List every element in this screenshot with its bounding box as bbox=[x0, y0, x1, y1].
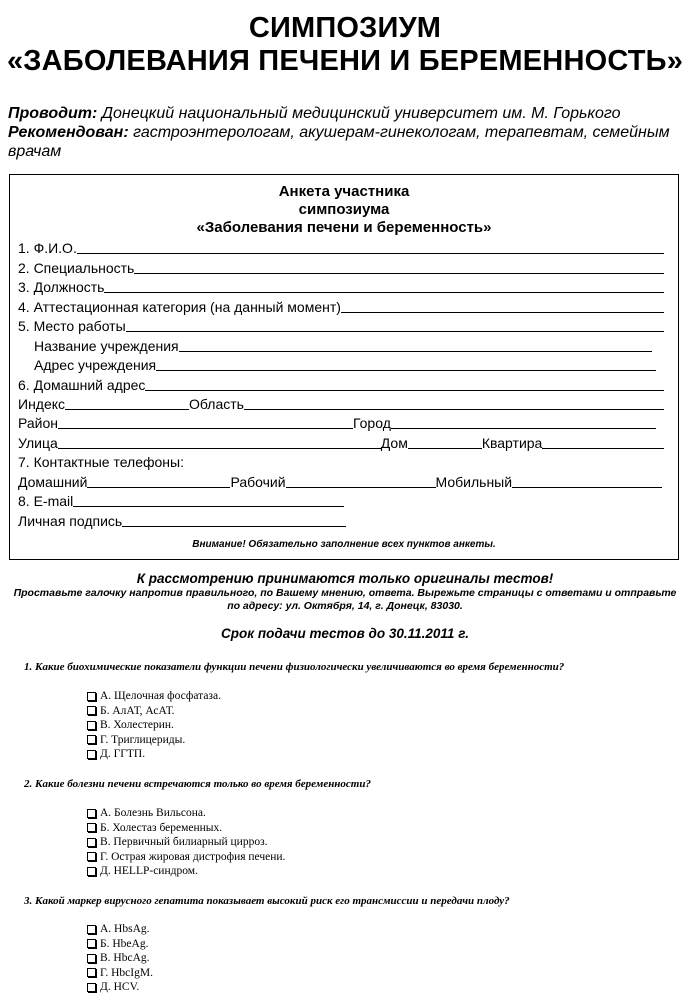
apartment-input-line[interactable] bbox=[542, 435, 664, 449]
field-label: Личная подпись bbox=[18, 513, 123, 529]
instructions-line-2: по адресу: ул. Октября, 14, г. Донецк, 83030. bbox=[227, 600, 463, 612]
field-district-city bbox=[18, 413, 656, 431]
option-label: Г. Триглицериды. bbox=[100, 733, 186, 746]
intro-block bbox=[8, 104, 678, 161]
originals-notice: К рассмотрению принимаются только оригиналы тестов! bbox=[136, 571, 554, 586]
checkbox-icon[interactable] bbox=[87, 852, 96, 861]
option-label: Г. Острая жировая дистрофия печени. bbox=[100, 850, 286, 863]
city-label: Город bbox=[353, 415, 391, 431]
field-workplace bbox=[18, 316, 664, 334]
house-label: Дом bbox=[380, 435, 408, 451]
checkbox-icon[interactable] bbox=[87, 838, 96, 847]
signature-input-line[interactable] bbox=[122, 513, 346, 527]
recommended-text: гастроэнтерологам, акушерам-гинекологам, терапевтам, семейным врачам bbox=[8, 124, 670, 160]
home-phone-input-line[interactable] bbox=[87, 474, 230, 488]
home-address-input-line[interactable] bbox=[145, 377, 664, 391]
answer-option[interactable] bbox=[87, 850, 285, 865]
region-input-line[interactable] bbox=[244, 396, 664, 410]
field-email bbox=[18, 491, 344, 509]
index-label: Индекс bbox=[18, 396, 66, 412]
option-label: Б. АлАТ, АсАТ. bbox=[100, 704, 175, 717]
fio-input-line[interactable] bbox=[77, 240, 664, 254]
option-label: Д. HELLP-синдром. bbox=[100, 865, 198, 877]
instructions-line-1: Проставьте галочку напротив правильного, по Вашему мнению, ответа. Вырежьте страницы с ответами и отправьте bbox=[13, 587, 677, 599]
email-input-line[interactable] bbox=[73, 493, 344, 507]
mobile-phone-label: Мобильный bbox=[435, 474, 513, 490]
recommended-label: Рекомендован: bbox=[8, 124, 129, 141]
checkbox-icon[interactable] bbox=[87, 939, 96, 948]
field-fio bbox=[18, 238, 664, 256]
answer-option[interactable] bbox=[87, 821, 285, 836]
district-input-line[interactable] bbox=[58, 415, 353, 429]
street-label: Улица bbox=[18, 435, 58, 451]
position-input-line[interactable] bbox=[104, 279, 664, 293]
answer-option[interactable] bbox=[87, 733, 221, 748]
field-signature bbox=[18, 511, 346, 529]
host-line bbox=[8, 104, 678, 123]
answer-option[interactable] bbox=[87, 937, 153, 952]
question-2-options bbox=[87, 806, 285, 879]
option-label: Б. Холестаз беременных. bbox=[100, 821, 223, 834]
question-1: 1. Какие биохимические показатели функции печени физиологически увеличиваются во время беременности? bbox=[24, 661, 565, 673]
checkbox-icon[interactable] bbox=[87, 925, 96, 934]
apartment-label: Квартира bbox=[481, 435, 543, 451]
work-phone-label: Рабочий bbox=[230, 474, 286, 490]
option-label: А. Болезнь Вильсона. bbox=[100, 807, 206, 819]
checkbox-icon[interactable] bbox=[87, 735, 96, 744]
option-label: А. Щелочная фосфатаза. bbox=[100, 690, 221, 702]
title-line-1: СИМПОЗИУМ bbox=[248, 12, 442, 44]
checkbox-icon[interactable] bbox=[87, 692, 96, 701]
field-label: 1. Ф.И.О. bbox=[18, 240, 77, 256]
home-phone-label: Домашний bbox=[18, 474, 88, 490]
field-label: 6. Домашний адрес bbox=[18, 377, 146, 393]
option-label: В. HbcAg. bbox=[100, 952, 150, 964]
deadline-text: Срок подачи тестов до 30.11.2011 г. bbox=[221, 626, 469, 641]
checkbox-icon[interactable] bbox=[87, 823, 96, 832]
checkbox-icon[interactable] bbox=[87, 721, 96, 730]
submission-notice bbox=[0, 570, 690, 642]
answer-option[interactable] bbox=[87, 966, 153, 981]
street-input-line[interactable] bbox=[58, 435, 381, 449]
participant-form bbox=[9, 174, 679, 560]
question-3: 3. Какой маркер вирусного гепатита показывает высокий риск его трансмиссии и передачи плоду? bbox=[24, 895, 510, 907]
field-position bbox=[18, 277, 664, 295]
region-label: Область bbox=[189, 396, 244, 412]
house-input-line[interactable] bbox=[408, 435, 482, 449]
answer-option[interactable] bbox=[87, 806, 285, 821]
form-heading-3: «Заболевания печени и беременность» bbox=[196, 219, 492, 236]
answer-option[interactable] bbox=[87, 951, 153, 966]
question-1-options bbox=[87, 689, 221, 762]
option-label: А. HbsAg. bbox=[100, 923, 150, 935]
mobile-phone-input-line[interactable] bbox=[512, 474, 662, 488]
field-label: 4. Аттестационная категория (на данный момент) bbox=[18, 299, 341, 315]
field-label: 5. Место работы bbox=[18, 318, 126, 334]
option-label: Г. HbcIgM. bbox=[100, 966, 153, 979]
document-title bbox=[0, 12, 690, 78]
city-input-line[interactable] bbox=[391, 415, 656, 429]
district-label: Район bbox=[18, 415, 58, 431]
field-specialty bbox=[18, 258, 664, 276]
recommended-line bbox=[8, 123, 678, 161]
category-input-line[interactable] bbox=[341, 299, 664, 313]
field-category bbox=[18, 297, 664, 315]
field-institution-name bbox=[34, 336, 652, 354]
form-heading-2: симпозиума bbox=[298, 201, 390, 218]
checkbox-icon[interactable] bbox=[87, 809, 96, 818]
answer-option[interactable] bbox=[87, 718, 221, 733]
host-label: Проводит: bbox=[8, 105, 98, 122]
form-heading bbox=[10, 183, 678, 237]
work-phone-input-line[interactable] bbox=[286, 474, 436, 488]
field-label: 2. Специальность bbox=[18, 260, 135, 276]
specialty-input-line[interactable] bbox=[134, 260, 664, 274]
field-index-region bbox=[18, 394, 664, 412]
workplace-input-line[interactable] bbox=[126, 318, 664, 332]
institution-name-input-line[interactable] bbox=[179, 338, 652, 352]
option-label: В. Холестерин. bbox=[100, 719, 174, 731]
field-label: 7. Контактные телефоны: bbox=[18, 454, 184, 470]
checkbox-icon[interactable] bbox=[87, 706, 96, 715]
option-label: В. Первичный билиарный цирроз. bbox=[100, 836, 268, 848]
field-label: Название учреждения bbox=[34, 338, 179, 354]
field-institution-address bbox=[34, 355, 656, 373]
question-3-options bbox=[87, 922, 153, 995]
answer-option[interactable] bbox=[87, 864, 285, 879]
field-label: Адрес учреждения bbox=[34, 357, 157, 373]
answer-option[interactable] bbox=[87, 922, 153, 937]
form-required-note: Внимание! Обязательно заполнение всех пунктов анкеты. bbox=[192, 539, 496, 550]
answer-option[interactable] bbox=[87, 747, 221, 762]
option-label: Д. HCV. bbox=[100, 981, 140, 993]
field-phones bbox=[18, 472, 662, 490]
form-heading-1: Анкета участника bbox=[278, 183, 410, 200]
question-2: 2. Какие болезни печени встречаются только во время беременности? bbox=[24, 778, 371, 790]
index-input-line[interactable] bbox=[65, 396, 189, 410]
title-line-2: «ЗАБОЛЕВАНИЯ ПЕЧЕНИ И БЕРЕМЕННОСТЬ» bbox=[6, 45, 684, 77]
answer-option[interactable] bbox=[87, 689, 221, 704]
answer-option[interactable] bbox=[87, 835, 285, 850]
option-label: Б. HbeAg. bbox=[100, 937, 149, 950]
field-street-house-apartment bbox=[18, 433, 664, 451]
checkbox-icon[interactable] bbox=[87, 954, 96, 963]
host-text: Донецкий национальный медицинский университет им. М. Горького bbox=[101, 105, 621, 122]
field-home-address bbox=[18, 375, 664, 393]
institution-address-input-line[interactable] bbox=[156, 357, 656, 371]
checkbox-icon[interactable] bbox=[87, 867, 96, 876]
field-label: 8. E-mail bbox=[18, 493, 74, 509]
checkbox-icon[interactable] bbox=[87, 983, 96, 992]
answer-option[interactable] bbox=[87, 980, 153, 995]
field-label: 3. Должность bbox=[18, 279, 105, 295]
field-phones-heading bbox=[18, 452, 664, 470]
checkbox-icon[interactable] bbox=[87, 750, 96, 759]
answer-option[interactable] bbox=[87, 704, 221, 719]
checkbox-icon[interactable] bbox=[87, 968, 96, 977]
option-label: Д. ГГТП. bbox=[100, 748, 146, 760]
